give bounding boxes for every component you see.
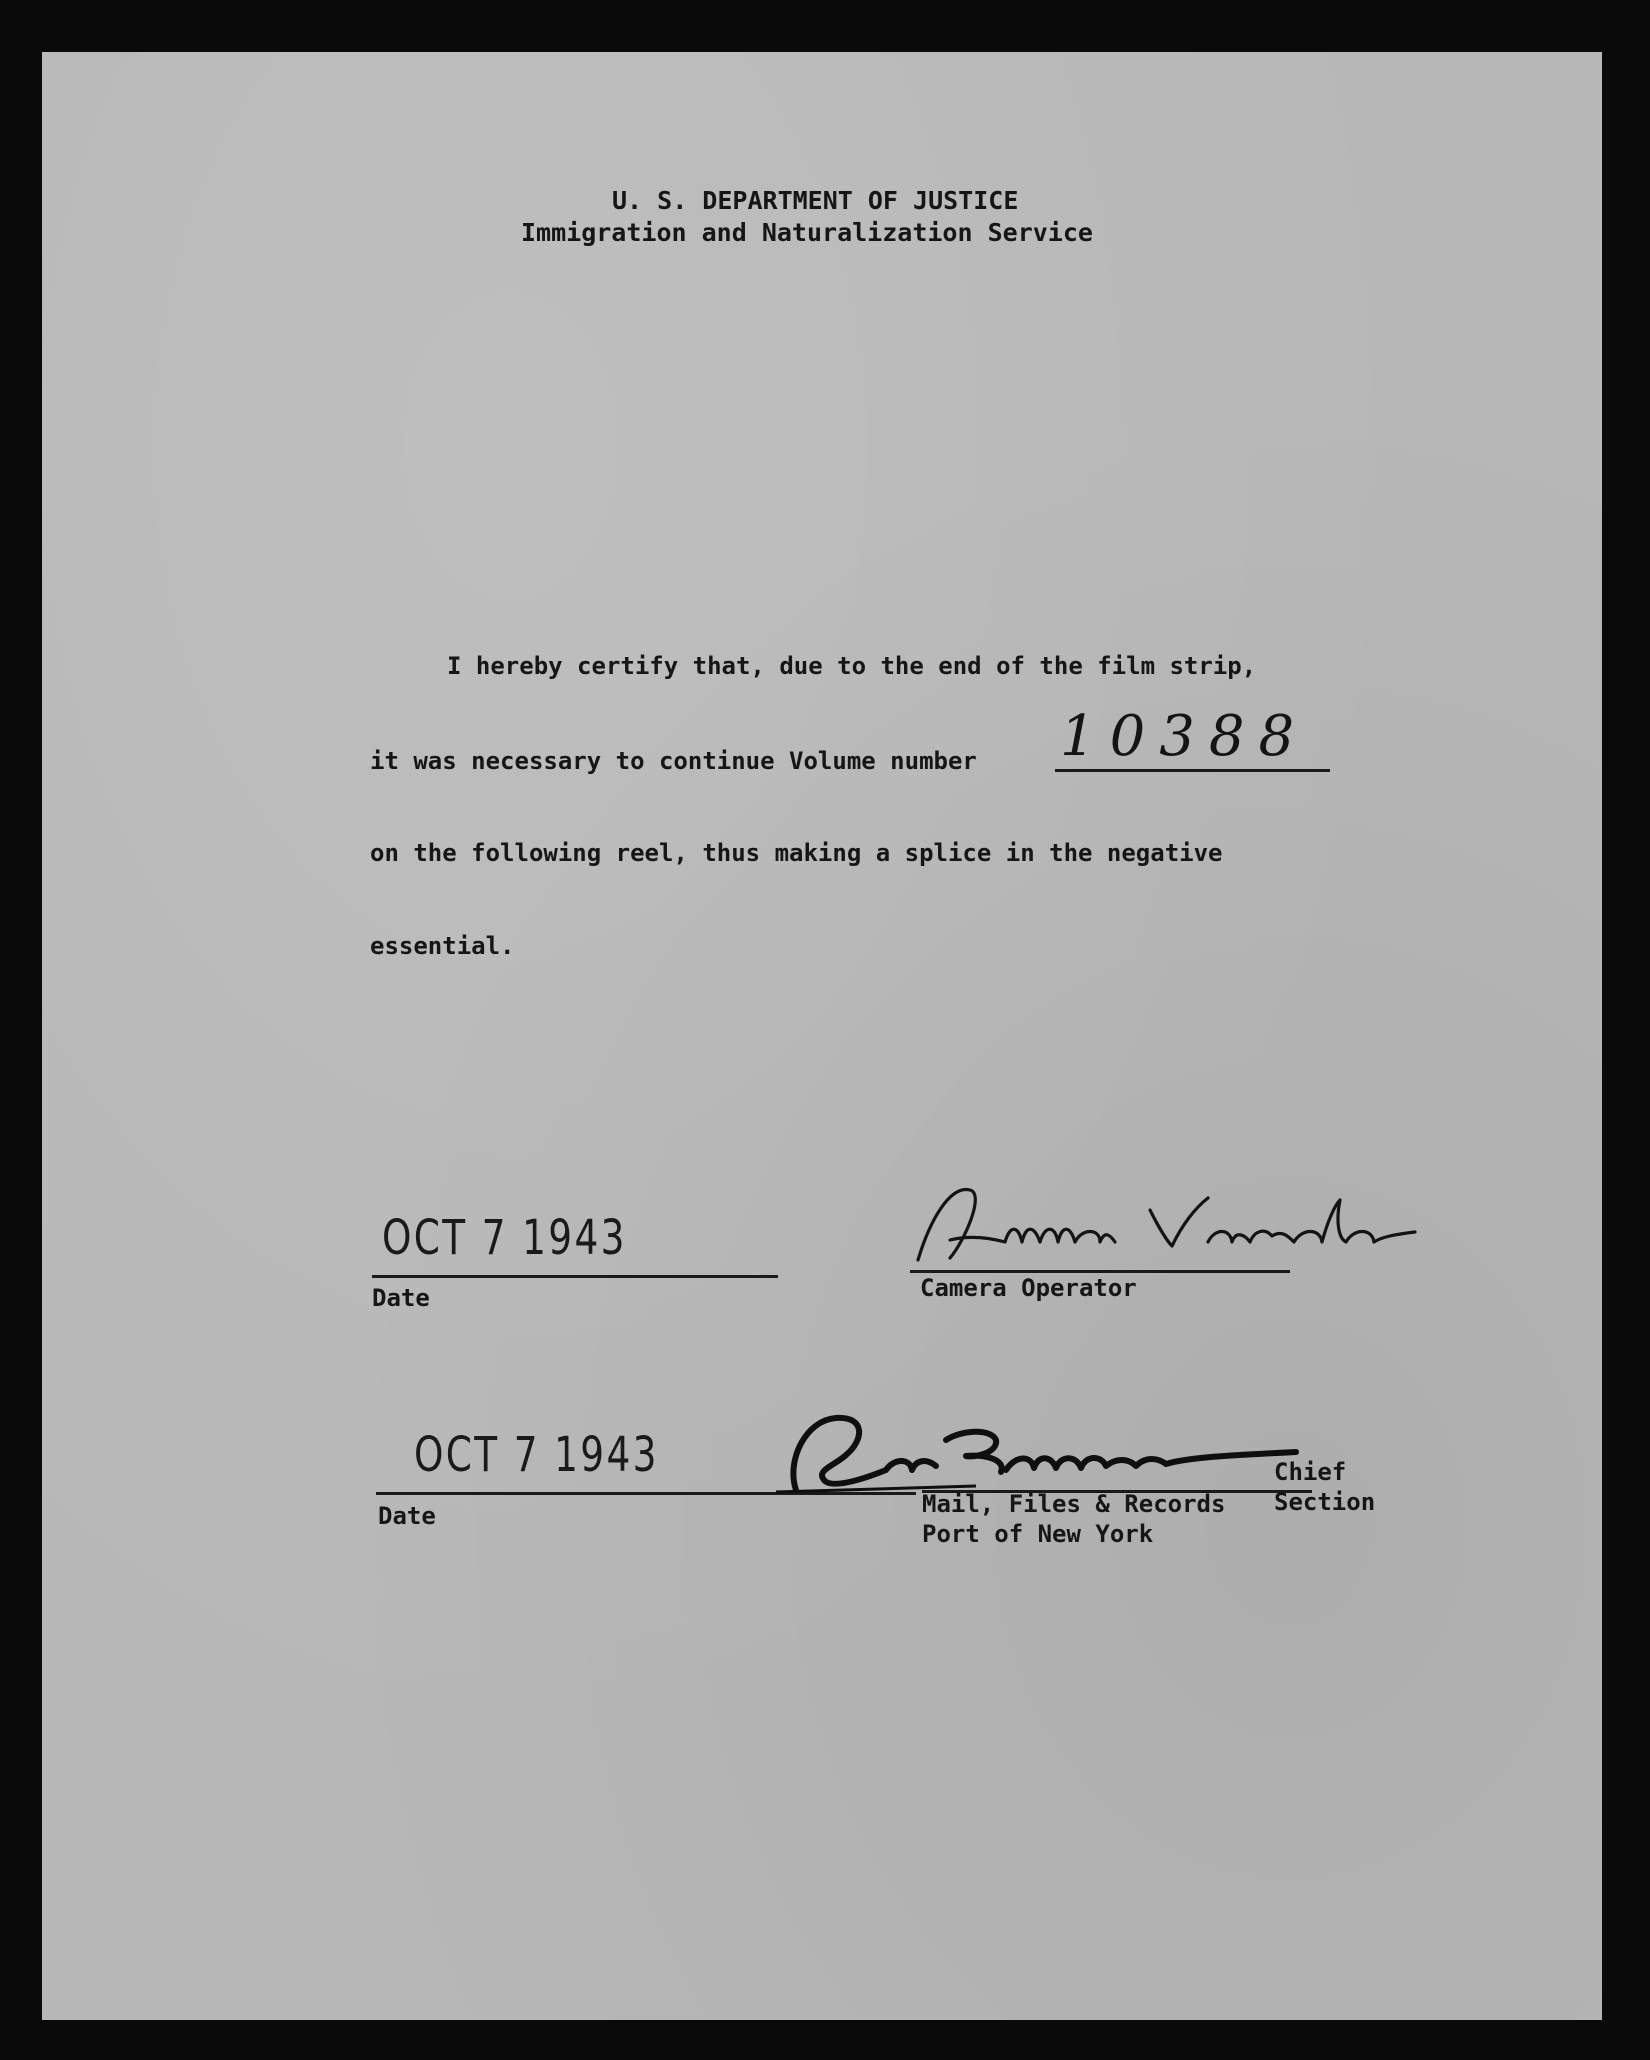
camera-date-label: Date [372,1284,430,1312]
certification-line-1: I hereby certify that, due to the end of the film strip, [447,652,1257,680]
chief-title: Chief [1274,1458,1347,1486]
certification-line-2: it was necessary to continue Volume number [370,747,977,775]
chief-title-line-1: Mail, Files & Records [922,1490,1226,1518]
chief-title-section: Section [1274,1488,1376,1516]
volume-number-handwritten: 10388 [1060,704,1309,769]
camera-operator-line [910,1270,1290,1273]
camera-date-line [372,1275,778,1278]
certification-line-3: on the following reel, thus making a splice in the negative [370,839,1223,867]
chief-title-line-2: Port of New York [922,1520,1154,1548]
service-heading: Immigration and Naturalization Service [521,218,1093,247]
department-heading: U. S. DEPARTMENT OF JUSTICE [612,186,1019,215]
chief-date-label: Date [378,1502,436,1530]
camera-date-stamp: OCT 7 1943 [382,1210,627,1266]
certification-line-4: essential. [370,932,515,960]
camera-operator-label: Camera Operator [920,1274,1137,1302]
chief-date-stamp: OCT 7 1943 [414,1427,659,1483]
document-page [42,52,1602,2020]
volume-number-underline [1055,769,1330,772]
